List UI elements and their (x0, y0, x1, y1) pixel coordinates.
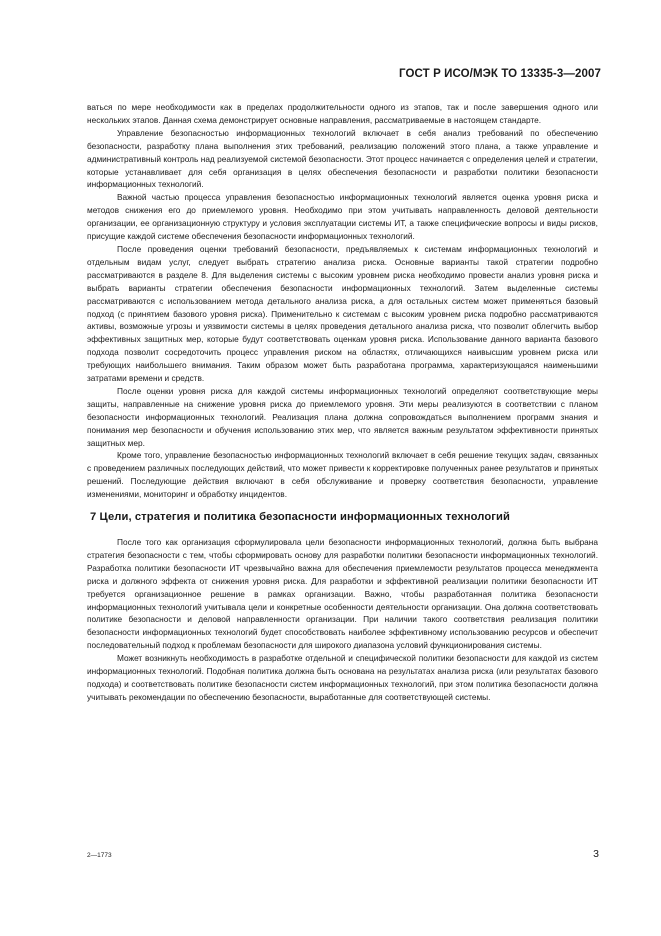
sheet-code: 2—1773 (87, 852, 112, 859)
document-body (87, 101, 598, 704)
paragraph: Важной частью процесса управления безопасностью информационных технологий является оценка уровня риска и методов снижения его до приемлемого уровня. Необходимо при этом учитывать направленность деловой деятельности организации, ее организационную структуру и условия эксплуатации системы ИТ, а также специфические вопросы и виды рисков, присущие каждой системе обеспечения безопасности информационных технологий. (87, 192, 598, 242)
paragraph: Кроме того, управление безопасностью информационных технологий включает в себя решение текущих задач, связанных с проведением различных последующих действий, что может привести к корректировке полученных ранее результатов и принятых решений. Последующие действия включают в себя обслуживание и проверку соответствия безопасности, управление изменениями, мониторинг и обработку инцидентов. (87, 450, 598, 500)
paragraph: Может возникнуть необходимость в разработке отдельной и специфической политики безопасности для каждой из систем информационных технологий. Подобная политика должна быть основана на результатах анализа риска (или результатах базового подхода) и соответствовать политике безопасности систем информационных технологий, при этом политика безопасности должна учитывать рекомендации по обеспечению безопасности, выработанные для соответствующей системы. (87, 653, 598, 702)
paragraph: После оценки уровня риска для каждой системы информационных технологий определяют соответствующие меры защиты, направленные на снижение уровня риска до приемлемого уровня. Эти меры реализуются в соответствии с планом безопасности информационных технологий. Реализация плана должна сопровождаться выполнением программ знания и понимания мер безопасности и обучения использованию этих мер, что является важным результатом эффективности принятых защитных мер. (87, 385, 598, 448)
paragraph-continuation: ваться по мере необходимости как в пределах продолжительности одного из этапов, так и после завершения одного или нескольких этапов. Данная схема демонстрирует основные направления, рассматриваемые в настоящем стандарте. (87, 102, 598, 125)
paragraph: После того как организация сформулировала цели безопасности информационных технологий, должна быть выбрана стратегия безопасности с тем, чтобы сформировать основу для разработки политики безопасности информационных технологий. Разработка политики безопасности ИТ чрезвычайно важна для обеспечения приемлемости результатов процесса менеджмента риска и должного эффекта от снижения уровня риска. Для разработки и эффективной реализации политики безопасности ИТ требуется организационное решение в рамках организации. Важно, чтобы разработанная политика безопасности информационных технологий учитывала цели и конкретные особенности деятельности организации. Она должна соответствовать политике безопасности и деловой направленности организации. При наличии такого соответствия реализация политики безопасности информационных технологий будет способствовать наиболее эффективному использованию ресурсов и обеспечит последовательный подход к проблемам безопасности для широкого диапазона условий функционирования системы. (87, 537, 598, 651)
section-heading: 7 Цели, стратегия и политика безопасности информационных технологий (90, 511, 510, 524)
standard-header: ГОСТ Р ИСО/МЭК ТО 13335-3—2007 (399, 68, 601, 80)
page-number: 3 (593, 848, 599, 860)
paragraph: Управление безопасностью информационных технологий включает в себя анализ требований по обеспечению безопасности, разработку плана выполнения этих требований, реализацию положений этого плана, а также управление и административный контроль над реализуемой системой безопасности. Этот процесс начинается с определения целей и стратегии, которые устанавливает для себя организация в целях обеспечения безопасности и разработки политики безопасности информационных технологий. (87, 127, 598, 190)
paragraph: После проведения оценки требований безопасности, предъявляемых к системам информационных технологий и отдельным видам услуг, следует выбрать стратегию анализа риска. Основные варианты такой стратегии подробно рассматриваются в разделе 8. Для выделения системы с высоким уровнем риска необходимо провести анализ уровня риска и выбрать варианты стратегии обеспечения безопасности информационных технологий. Затем выделенные системы рассматриваются с использованием метода детального анализа риска, а для остальных систем может применяться базовый подход (с принятием базового уровня риска). Применительно к системам с высоким уровнем риска подробно рассматриваются активы, возможные угрозы и уязвимости системы в целях проведения детального анализа риска, что позволит облегчить выбор эффективных защитных мер, которые будут соответствовать оценкам уровня риска. Использование данного варианта базового подхода позволит сосредоточить процесс управления риском на областях, отличающихся наивысшим уровнем риска или требующих наибольшего внимания. Таким образом может быть разработана программа, характеризующаяся наименьшими затратами времени и средств. (87, 243, 598, 384)
